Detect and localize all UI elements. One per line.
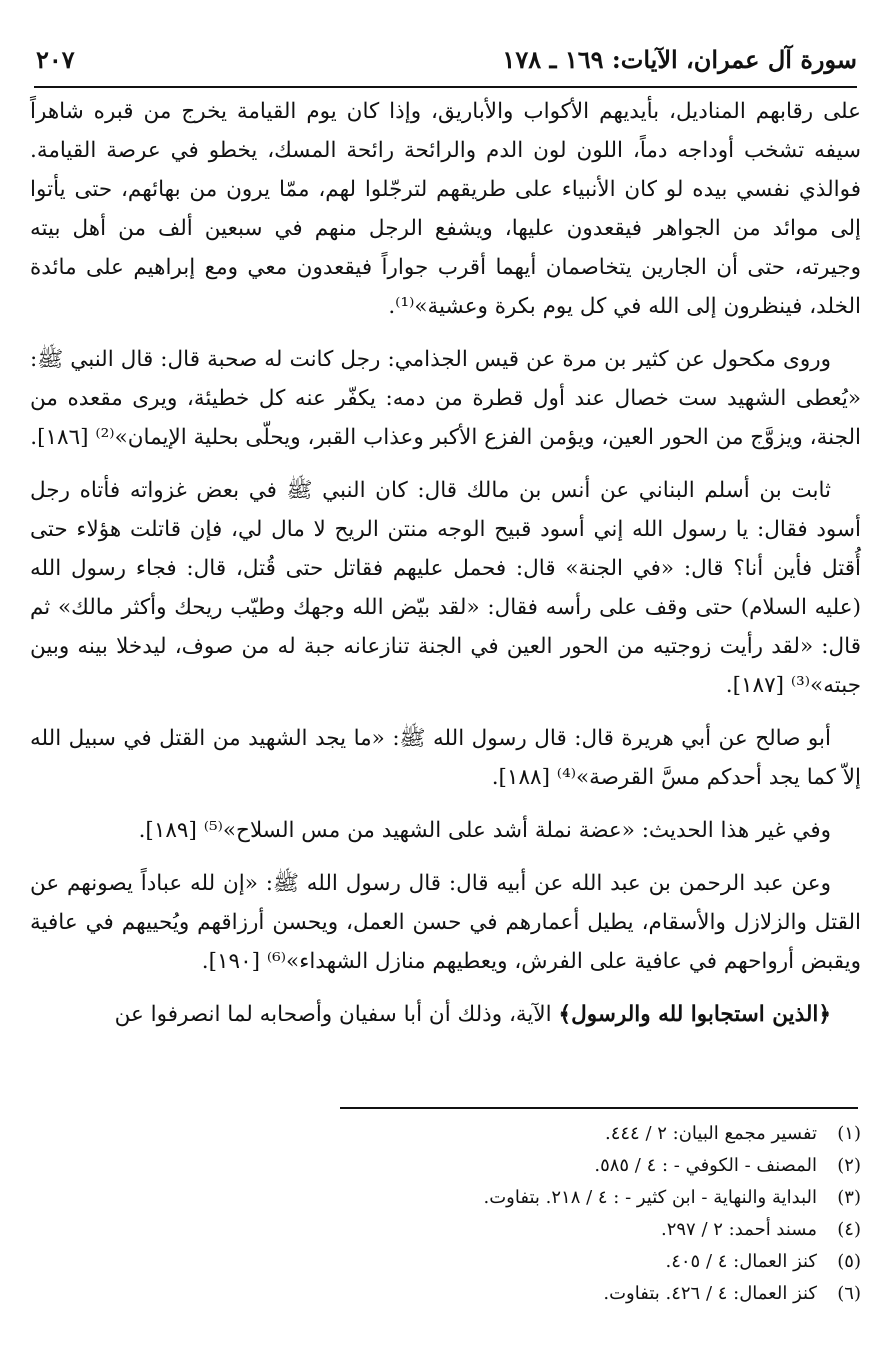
paragraph-continuation: على رقابهم المناديل، بأيديهم الأكواب والأباريق، وإذا كان يوم القيامة يخرج من قبره شاهراً سيفه تشخب أوداجه دماً، اللون لون الدم والرائحة رائحة المسك، يخطو في عرصة القيامة. فوالذي نفسي بيده لو كان الأنبياء على طريقهم لترجّلوا لهم، ممّا يرون من بهائهم، حتى يأتوا إلى موائد من الجواهر فيقعدون عليها، ويشفع الرجل منهم في سبعين ألف من أهل بيته وجيرته، حتى أن الجارين يتخاصمان أيهما أقرب جواراً فيقعدون معي ومع إبراهيم على مائدة الخلد، فينظرون إلى الله في كل يوم بكرة وعشية»⁽¹⁾. [30,99,861,319]
footnote [30,1278,861,1310]
quran-verse: ﴿الذين استجابوا لله والرسول﴾ [558,1002,831,1027]
main-text [30,92,861,1048]
paragraph-hadith-abu-salih: أبو صالح عن أبي هريرة قال: قال رسول الله ﷺ: «ما يجد الشهيد من القتل في سبيل الله إلاّ كما يجد أحدكم مسَّ القرصة»⁽⁴⁾ [١٨٨]. [30,726,861,790]
footnote-text: كنز العمال: ٤ / ٤٢٦. بتفاوت. [603,1283,817,1304]
footnote-text: تفسير مجمع البيان: ٢ / ٤٤٤. [604,1123,817,1144]
paragraph-hadith-thabit: ثابت بن أسلم البناني عن أنس بن مالك قال: كان النبي ﷺ في بعض غزواته فأتاه رجل أسود فقال: يا رسول الله إني أسود قبيح الوجه منتن الريح لا مال لي، فإن قاتلت هؤلاء حتى أُقتل فأين أنا؟ قال: «في الجنة» قال: فحمل عليهم فقاتل حتى قُتل، قال: فجاء رسول الله (عليه السلام) حتى وقف على رأسه فقال: «لقد بيّض الله وجهك وطيّب ريحك وأكثر مالك» ثم قال: «لقد رأيت زوجتيه من الحور العين في الجنة تنازعانه جبة له من صوف، ليدخلا بينه وبين جبته»⁽³⁾ [١٨٧]. [30,478,861,698]
footnote [30,1214,861,1246]
footnote-text: مسند أحمد: ٢ / ٢٩٧. [660,1219,817,1240]
footnote-text: المصنف - الكوفي - : ٤ / ٥٨٥. [594,1155,817,1176]
footnotes [30,1118,861,1310]
footnote-number: (٦) [837,1283,861,1304]
footnote-number: (١) [837,1123,861,1144]
footnote-text: كنز العمال: ٤ / ٤٠٥. [665,1251,817,1272]
footnote [30,1246,861,1278]
verse-commentary: الآية، وذلك أن أبا سفيان وأصحابه لما انصرفوا عن [114,1002,559,1027]
footnote-text: البداية والنهاية - ابن كثير - : ٤ / ٢١٨. بتفاوت. [483,1187,817,1208]
footnote [30,1150,861,1182]
header-rule [34,86,857,88]
footnote-number: (٤) [837,1219,861,1240]
chapter-title: سورة آل عمران، الآيات: ١٦٩ ـ ١٧٨ [502,44,857,74]
footnote-number: (٣) [837,1187,861,1208]
page-number: ٢٠٧ [36,44,75,74]
footnote [30,1182,861,1214]
running-header [36,38,857,80]
paragraph-hadith-makhul: وروى مكحول عن كثير بن مرة عن قيس الجذامي: رجل كانت له صحبة قال: قال النبي ﷺ: «يُعطى الشهيد ست خصال عند أول قطرة من دمه: يكفّر عنه كل خطيئة، ويرى مقعده من الجنة، ويزوَّج من الحور العين، ويؤمن الفزع الأكبر وعذاب القبر، ويحلّى بحلية الإيمان»⁽²⁾ [١٨٦]. [30,347,861,450]
footnote-number: (٥) [837,1251,861,1272]
footnote [30,1118,861,1150]
paragraph-other-hadith: وفي غير هذا الحديث: «عضة نملة أشد على الشهيد من مس السلاح»⁽⁵⁾ [١٨٩]. [138,818,831,843]
paragraph-hadith-abdulrahman: وعن عبد الرحمن بن عبد الله عن أبيه قال: قال رسول الله ﷺ: «إن لله عباداً يصونهم عن القتل والزلازل والأسقام، يطيل أعمارهم في حسن العمل، ويحسن أرزاقهم ويُحييهم في عافية ويقبض أرواحهم في عافية على الفرش، ويعطيهم منازل الشهداء»⁽⁶⁾ [١٩٠]. [30,871,861,974]
footnote-number: (٢) [837,1155,861,1176]
footnote-rule [340,1107,858,1109]
paragraph-verse [30,995,861,1034]
